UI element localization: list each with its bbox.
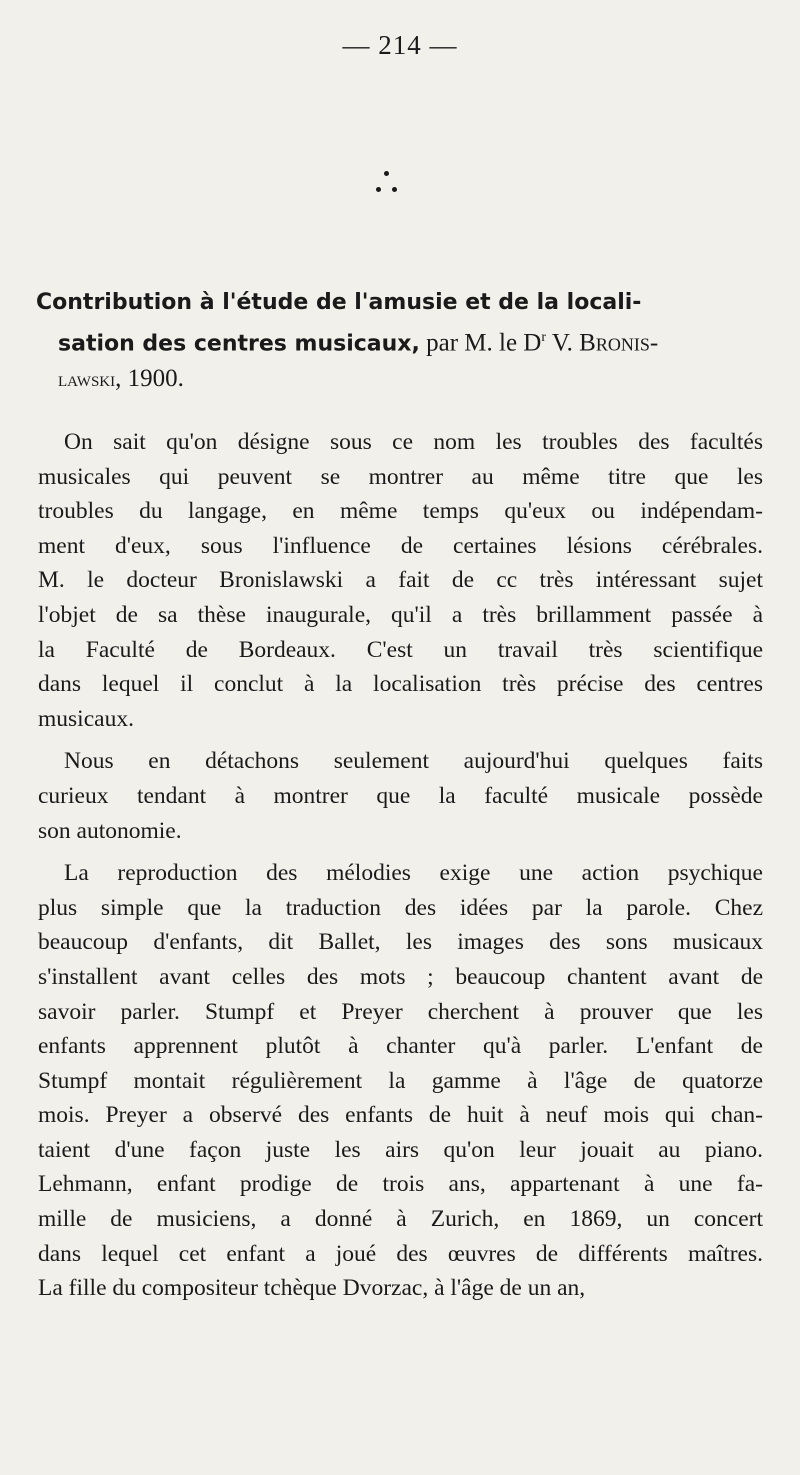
paragraph <box>38 744 763 848</box>
text-line: curieux tendant à montrer que la faculté musicale possède <box>38 782 763 809</box>
paragraph <box>38 856 763 1306</box>
paragraph-gap <box>38 848 763 856</box>
text-line: ment d'eux, sous l'influence de certaines lésions cérébrales. <box>38 532 763 559</box>
text-line: Nous en détachons seulement aujourd'hui quelques faits <box>64 748 763 775</box>
text-line: plus simple que la traduction des idées par la parole. Chez <box>38 894 763 921</box>
text-line: l'objet de sa thèse inaugurale, qu'il a très brillamment passée à <box>38 601 763 628</box>
text-line: beaucoup d'enfants, dit Ballet, les images des sons musicaux <box>38 929 763 956</box>
text-line: mois. Preyer a observé des enfants de huit à neuf mois qui chan- <box>38 1102 763 1129</box>
text-line: Lehmann, enfant prodige de trois ans, appartenant à une fa- <box>38 1171 763 1198</box>
text-line: On sait qu'on désigne sous ce nom les troubles des facultés <box>64 429 763 455</box>
text-line: taient d'une façon juste les airs qu'on leur jouait au piano. <box>38 1136 763 1163</box>
title-line-1: Contribution à l'étude de l'amusie et de la locali- <box>36 290 642 315</box>
text-line: La reproduction des mélodies exige une action psychique <box>64 860 763 887</box>
text-line: troubles du langage, en même temps qu'eux ou indépendam- <box>38 498 763 525</box>
article-title <box>36 284 766 397</box>
paragraph-gap <box>38 736 763 744</box>
text-line: son autonomie. <box>38 817 182 844</box>
title-line-3: lawski, 1900. <box>58 365 184 393</box>
text-line: M. le docteur Bronislawski a fait de cc très intéressant sujet <box>38 567 763 594</box>
text-line: musicaux. <box>38 705 134 732</box>
text-line: dans lequel cet enfant a joué des œuvres de différents maîtres. <box>38 1240 763 1267</box>
text-line: mille de musiciens, a donné à Zurich, en 1869, un concert <box>38 1206 763 1233</box>
text-line: s'installent avant celles des mots ; beaucoup chantent avant de <box>38 963 763 990</box>
text-line: La fille du compositeur tchèque Dvorzac, à l'âge de un an, <box>38 1275 586 1302</box>
title-line-2: sation des centres musicaux, par M. le $D^r$ V. Bronis- <box>58 329 659 357</box>
paragraph <box>38 425 763 736</box>
article-body <box>38 425 763 1306</box>
page-number: — 214 — <box>342 30 458 60</box>
text-line: musicales qui peuvent se montrer au même titre que les <box>38 463 763 490</box>
text-line: Stumpf montait régulièrement la gamme à l'âge de quatorze <box>38 1067 763 1094</box>
text-line: la Faculté de Bordeaux. C'est un travail très scientifique <box>38 636 763 663</box>
text-line: savoir parler. Stumpf et Preyer cherchent à prouver que les <box>38 998 763 1025</box>
asterism-ornament <box>372 165 402 197</box>
text-line: dans lequel il conclut à la localisation très précise des centres <box>38 671 763 698</box>
text-line: enfants apprennent plutôt à chanter qu'à parler. L'enfant de <box>38 1033 763 1060</box>
